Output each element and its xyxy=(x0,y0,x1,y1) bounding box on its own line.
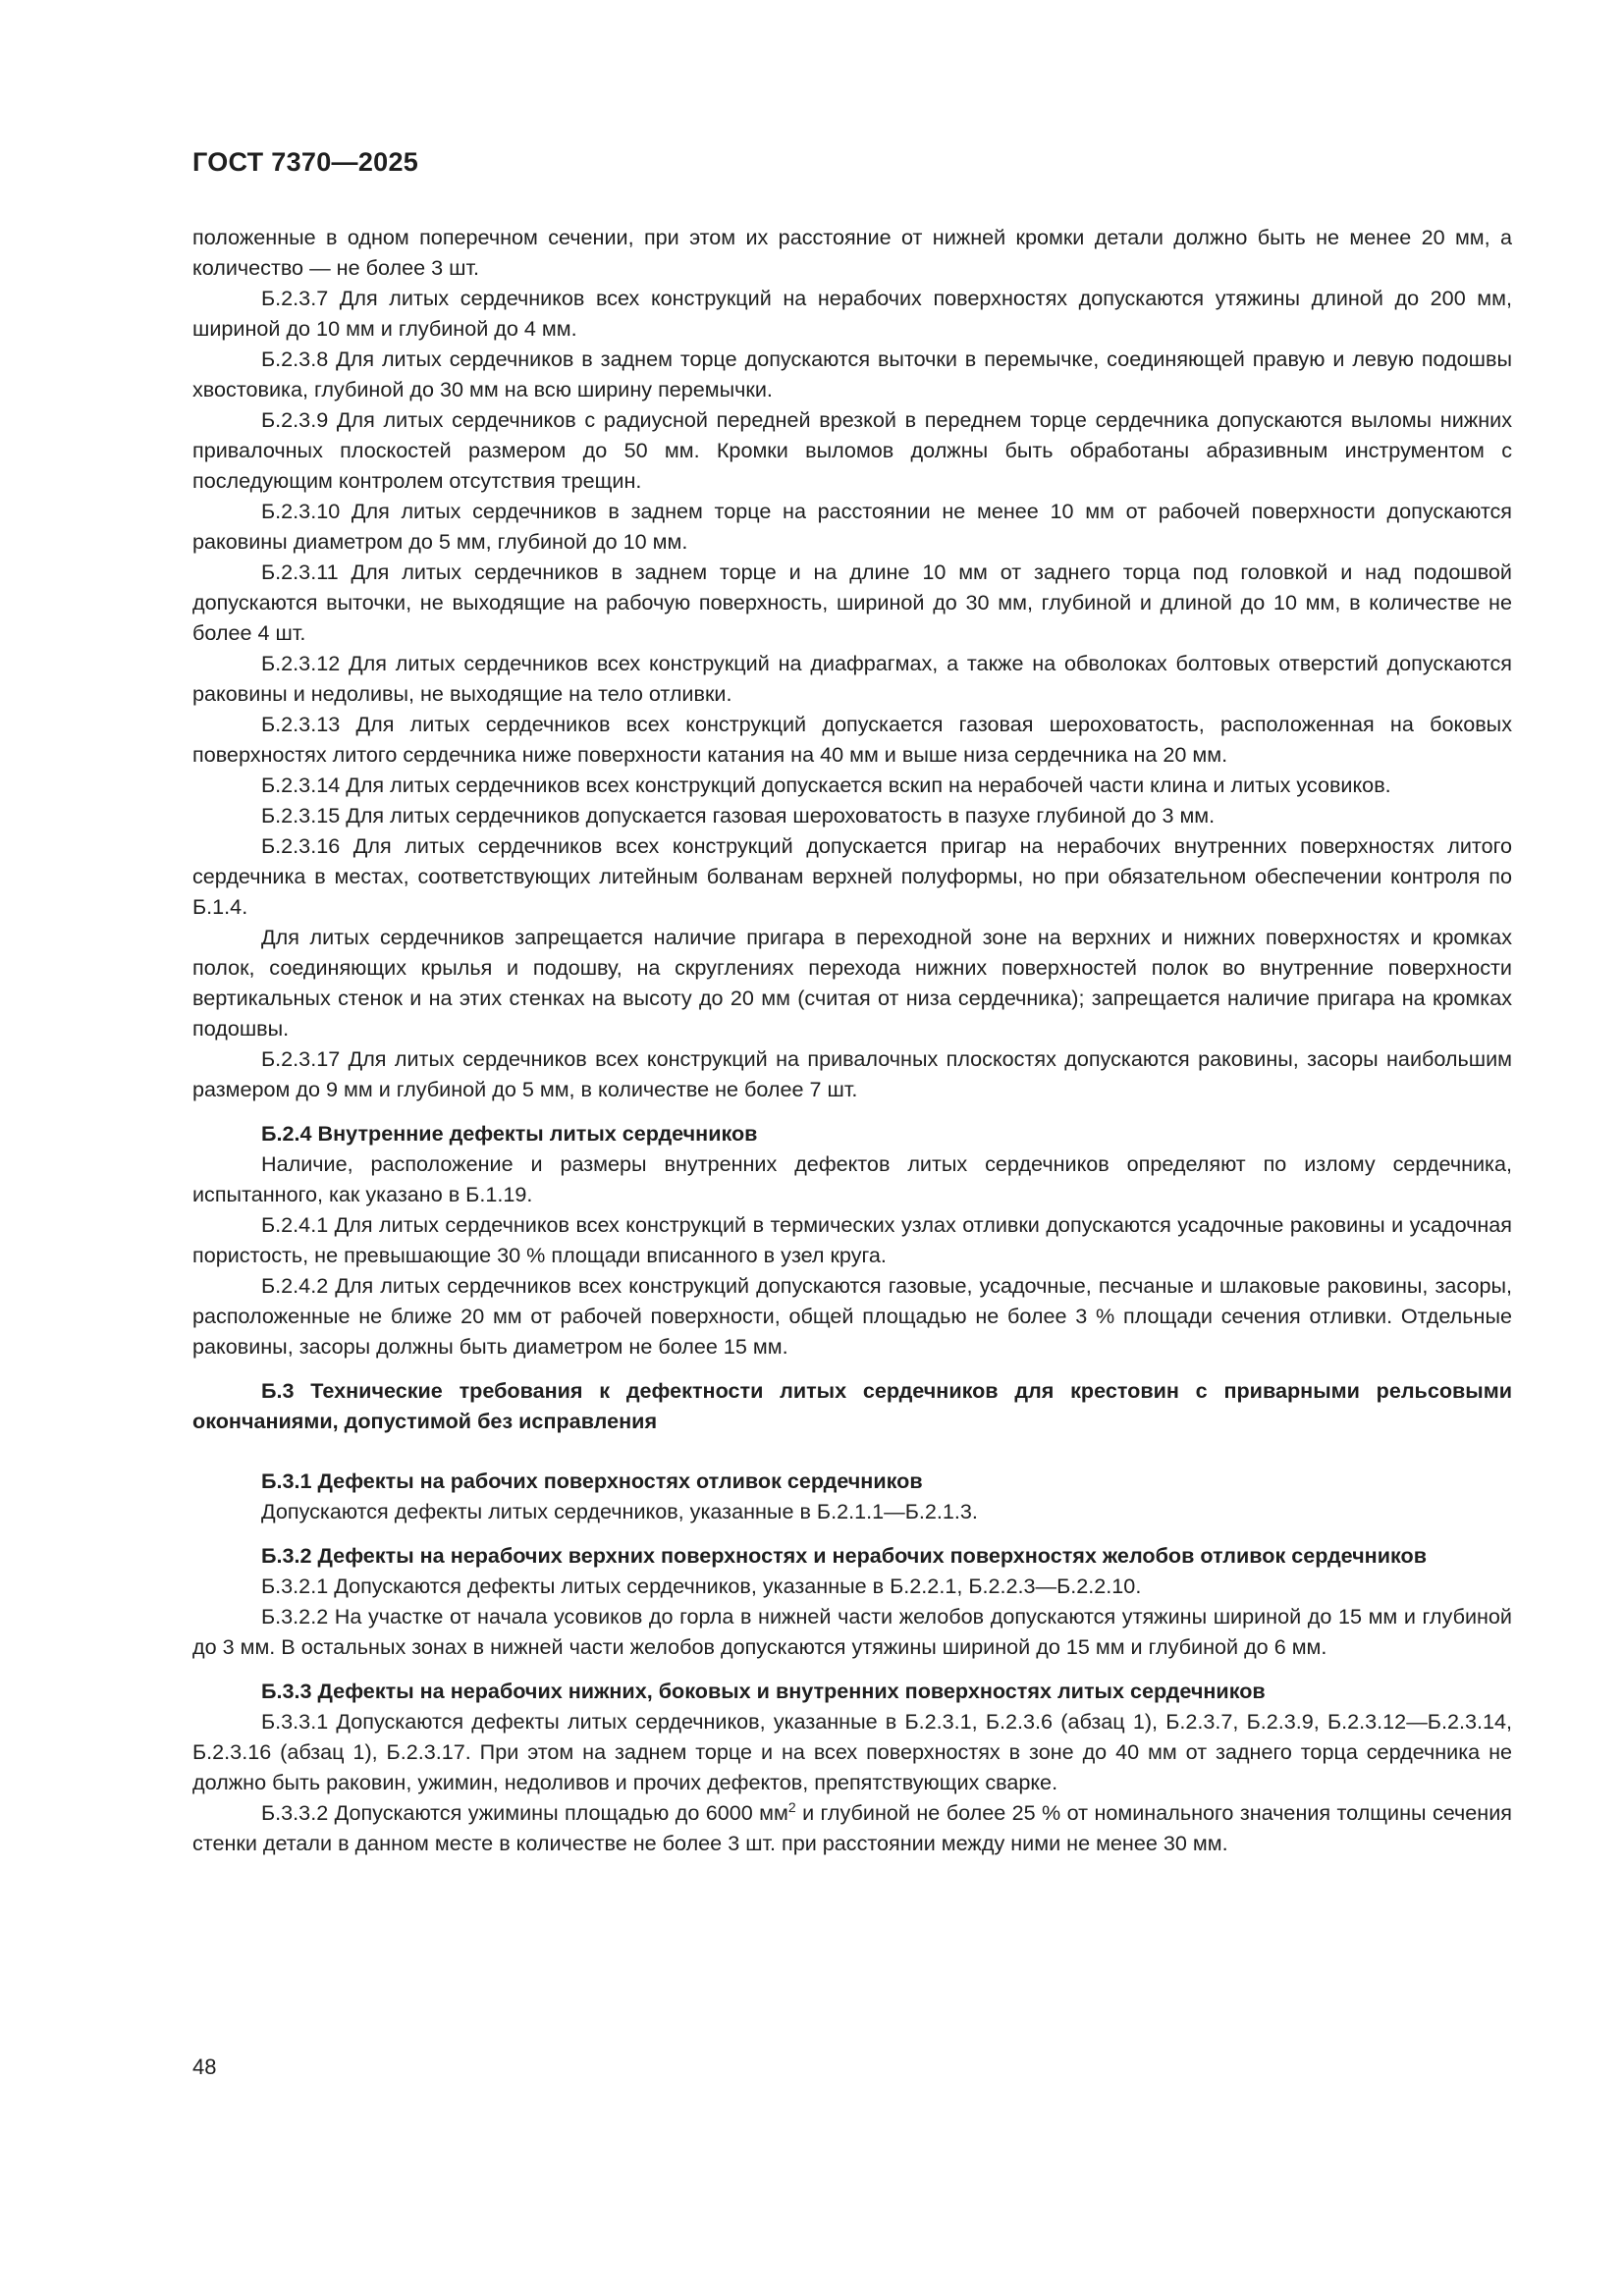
paragraph: Допускаются дефекты литых сердечников, указанные в Б.2.1.1—Б.2.1.3. xyxy=(261,1499,978,1523)
paragraph: Наличие, расположение и размеры внутренних дефектов литых сердечников определяют по излому сердечника, испытанного, как указано в Б.1.19. xyxy=(192,1151,1512,1206)
document-header: ГОСТ 7370—2025 xyxy=(192,147,419,177)
paragraph-text: Б.3.3.2 Допускаются ужимины площадью до 6000 мм xyxy=(261,1800,788,1825)
paragraph: Б.3.3.1 Допускаются дефекты литых сердечников, указанные в Б.2.3.1, Б.2.3.6 (абзац 1), Б.2.3.7, Б.2.3.9, Б.2.3.12—Б.2.3.14, Б.2.3.16 (абзац 1), Б.2.3.17. При этом на заднем торце и на всех поверхностях в зоне до 40 мм от заднего торца сердечника не должно быть раковин, ужимин, недоливов и прочих дефектов, препятствующих сварке. xyxy=(192,1709,1512,1794)
paragraph: Б.3.2.2 На участке от начала усовиков до горла в нижней части желобов допускаются утяжины шириной до 15 мм и глубиной до 3 мм. В остальных зонах в нижней части желобов допускаются утяжины шириной до 15 мм и глубиной до 6 мм. xyxy=(192,1604,1512,1659)
document-body xyxy=(192,222,1512,1858)
paragraph: Б.2.3.16 Для литых сердечников всех конструкций допускается пригар на нерабочих внутренних поверхностях литого сердечника в местах, соответствующих литейным болванам верхней полуформы, но при обязательном обеспечении контроля по Б.1.4. xyxy=(192,833,1512,919)
paragraph xyxy=(192,1797,1512,1858)
paragraph: Б.2.3.9 Для литых сердечников с радиусной передней врезкой в переднем торце сердечника допускаются выломы нижних привалочных плоскостей размером до 50 мм. Кромки выломов должны быть обработаны абразивным инструментом с последующим контролем отсутствия трещин. xyxy=(192,407,1512,493)
paragraph: Б.2.3.15 Для литых сердечников допускается газовая шероховатость в пазухе глубиной до 3 мм. xyxy=(261,803,1216,828)
paragraph: Для литых сердечников запрещается наличие пригара в переходной зоне на верхних и нижних поверхностях и кромках полок, соединяющих крылья и подошву, на скруглениях перехода нижних поверхностей полок во внутренние поверхности вертикальных стенок и на этих стенках на высоту до 20 мм (считая от низа сердечника); запрещается наличие пригара на кромках подошвы. xyxy=(192,925,1512,1041)
paragraph: положенные в одном поперечном сечении, при этом их расстояние от нижней кромки детали должно быть не менее 20 мм, а количество — не более 3 шт. xyxy=(192,225,1512,280)
paragraph-text: и глубиной не более 25 % от номинального значения толщины сечения стенки детали в данном месте в количестве не более 3 шт. при расстоянии между ними не менее 30 мм. xyxy=(192,1800,1512,1855)
paragraph: Б.2.3.10 Для литых сердечников в заднем торце на расстоянии не менее 10 мм от рабочей поверхности допускаются раковины диаметром до 5 мм, глубиной до 10 мм. xyxy=(192,499,1512,554)
section-heading: Б.2.4 Внутренние дефекты литых сердечников xyxy=(261,1121,758,1146)
section-heading: Б.3.1 Дефекты на рабочих поверхностях отливок сердечников xyxy=(261,1468,923,1493)
paragraph: Б.2.3.11 Для литых сердечников в заднем торце и на длине 10 мм от заднего торца под головкой и над подошвой допускаются выточки, не выходящие на рабочую поверхность, шириной до 30 мм, глубиной и длиной до 10 мм, в количестве не более 4 шт. xyxy=(192,560,1512,645)
page-number: 48 xyxy=(192,2055,217,2079)
paragraph: Б.2.3.17 Для литых сердечников всех конструкций на привалочных плоскостях допускаются раковины, засоры наибольшим размером до 9 мм и глубиной до 5 мм, в количестве не более 7 шт. xyxy=(192,1046,1512,1101)
superscript: 2 xyxy=(787,1798,796,1815)
paragraph: Б.2.3.14 Для литых сердечников всех конструкций допускается вскип на нерабочей части клина и литых усовиков. xyxy=(261,773,1391,797)
section-heading: Б.3 Технические требования к дефектности литых сердечников для крестовин с приварными рельсовыми окончаниями, допустимой без исправления xyxy=(192,1378,1512,1433)
paragraph: Б.2.3.7 Для литых сердечников всех конструкций на нерабочих поверхностях допускаются утяжины длиной до 200 мм, шириной до 10 мм и глубиной до 4 мм. xyxy=(192,286,1512,341)
paragraph: Б.2.4.2 Для литых сердечников всех конструкций допускаются газовые, усадочные, песчаные и шлаковые раковины, засоры, расположенные не ближе 20 мм от рабочей поверхности, общей площадью не более 3 % площади сечения отливки. Отдельные раковины, засоры должны быть диаметром не более 15 мм. xyxy=(192,1273,1512,1359)
section-heading: Б.3.2 Дефекты на нерабочих верхних поверхностях и нерабочих поверхностях желобов отливок сердечников xyxy=(261,1543,1427,1568)
section-heading: Б.3.3 Дефекты на нерабочих нижних, боковых и внутренних поверхностях литых сердечников xyxy=(261,1679,1266,1703)
paragraph: Б.2.3.12 Для литых сердечников всех конструкций на диафрагмах, а также на обволоках болтовых отверстий допускаются раковины и недоливы, не выходящие на тело отливки. xyxy=(192,651,1512,706)
paragraph: Б.2.4.1 Для литых сердечников всех конструкций в термических узлах отливки допускаются усадочные раковины и усадочная пористость, не превышающие 30 % площади вписанного в узел круга. xyxy=(192,1212,1512,1267)
paragraph: Б.3.2.1 Допускаются дефекты литых сердечников, указанные в Б.2.2.1, Б.2.2.3—Б.2.2.10. xyxy=(261,1574,1142,1598)
paragraph: Б.2.3.8 Для литых сердечников в заднем торце допускаются выточки в перемычке, соединяющей правую и левую подошвы хвостовика, глубиной до 30 мм на всю ширину перемычки. xyxy=(192,347,1512,401)
paragraph: Б.2.3.13 Для литых сердечников всех конструкций допускается газовая шероховатость, расположенная на боковых поверхностях литого сердечника ниже поверхности катания на 40 мм и выше низа сердечника на 20 мм. xyxy=(192,712,1512,767)
